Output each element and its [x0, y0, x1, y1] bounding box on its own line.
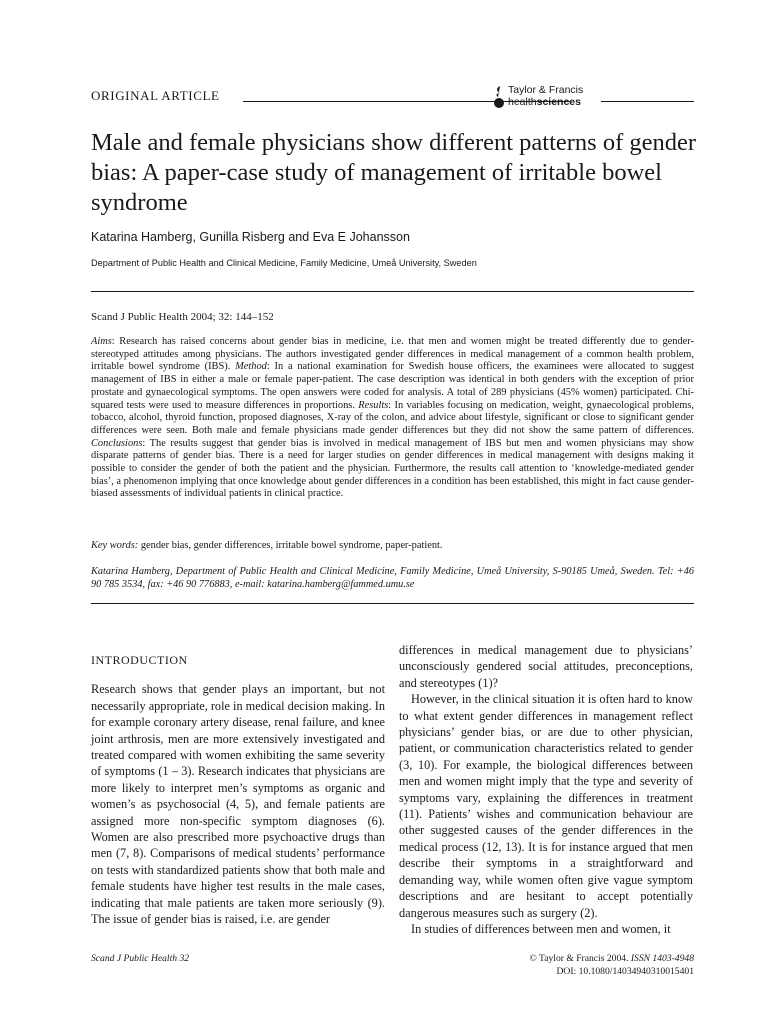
footer-doi: DOI: 10.1080/14034940310015401 — [556, 965, 694, 977]
footer-copyright: © Taylor & Francis 2004. — [529, 953, 629, 964]
key-words-text: gender bias, gender differences, irritable bowel syndrome, paper-patient. — [138, 540, 443, 551]
correspondence-address: Katarina Hamberg, Department of Public Health and Clinical Medicine, Family Medicine, Umeå University, S-90185 Umeå, Sweden. Tel: +46 90 785 3534, fax: +46 90 776883, e-mail: katarina.hamberg@fammed.umu.se — [91, 566, 694, 591]
journal-citation: Scand J Public Health 2004; 32: 144–152 — [91, 311, 274, 323]
abstract-results: : In variables focusing on medication, weight, gynaecological problems, tobacco, alcohol, thyroid function, proposed diagnoses, X-ray of the colon, and advice about lifestyle, significant or close to significant gender differences were seen. Both male and female physicians made gender differences but they did not show the same pattern of differences. — [91, 399, 694, 436]
abstract-method: : In a national examination for Swedish house officers, the examinees were allocated to suggest management of IBS in either a male or female paper-patient. The case description was identical in both genders with the exception of prior prostate and gynaecological symptoms. The open answers were coded for analysis. A total of 289 physicians (45% women) participated. Chi-squared tests were used to measure differences in proportions. — [91, 361, 694, 411]
abstract-conclusions: : The results suggest that gender bias is involved in medical management of IBS but men and women physicians may show disparate patterns of gender bias. There is a need for larger studies on gender differences in medical management with designs making it possible to consider the gender of both the patient and the physician. Furthermore, the results call attention to ‘knowledge-mediated gender bias’, a phenomenon implying that once knowledge about gender differences in a condition has been established, this might in fact cause gender-biased assessments of individual patients in clinical practice. — [91, 437, 694, 500]
body-paragraph: differences in medical management due to physicians’ unconsciously gendered social attitudes, preconceptions, and stereotypes (1)? — [399, 643, 693, 690]
abstract-results-label: Results — [358, 399, 389, 411]
article-title: Male and female physicians show different patterns of gender bias: A paper-case study of management of irritable bowel syndrome — [91, 129, 697, 216]
body-paragraph: Research shows that gender plays an important, but not necessarily appropriate, role in medical decision making. In for example coronary artery disease, renal failure, and knee joint arthrosis, men are more extensively investigated and treated compared with women exhibiting the same severity of symptoms (1 – 3). Research indicates that physicians are more likely to interpret men’s symptoms as organic and women’s as psychosocial (4, 5), and female patients are assigned more non-specific symptom diagnoses (6). Women are also prescribed more psychoactive drugs than men (7, 8). Comparisons of medical students’ performance on tests with standardized patients show that both male and female students have higher test results in the male cases, indicating that male patients are taken more seriously (9). The issue of gender bias is raised, i.e. are gender — [91, 682, 385, 927]
publisher-name: Taylor & Francis — [508, 84, 584, 96]
article-authors: Katarina Hamberg, Gunilla Risberg and Eva E Johansson — [91, 230, 410, 244]
footer-publication-info — [530, 953, 694, 978]
abstract-method-label: Method — [235, 361, 267, 373]
divider — [91, 291, 694, 292]
section-heading-introduction: INTRODUCTION — [91, 653, 188, 667]
abstract-aims-label: Aims — [91, 336, 112, 347]
divider — [91, 603, 694, 604]
body-paragraph: However, in the clinical situation it is often hard to know to what extent gender differences in management reflect physicians’ gender bias, or are due to other physician, patient, or communication characteristics related to gender (3, 10). For example, the biological differences between men and women might imply that the type and severity of symptoms vary, explaining the differences in treatment (11). Patients’ wishes and communication behaviour are other suggested causes of the gender differences in the medical process (12, 13). It is for instance argued that men describe their symptoms in a straightforward and demanding way, while women often give vague symptom descriptions and are hesitant to accept potentially dangerous measures such as surgery (2). — [399, 692, 693, 920]
abstract — [91, 336, 694, 501]
publisher-logo-icon — [493, 85, 505, 109]
author-affiliation: Department of Public Health and Clinical Medicine, Family Medicine, Umeå University, Sweden — [91, 258, 477, 268]
publisher-imprint: healthsciences — [508, 96, 581, 108]
abstract-aims: : Research has raised concerns about gender bias in medicine, i.e. that men and women might be treated differently due to gender-stereotyped attitudes among physicians. The authors investigated gender differences in medical management of a common health problem, irritable bowel syndrome (IBS). — [91, 336, 694, 373]
key-words — [91, 540, 694, 553]
section-label: ORIGINAL ARTICLE — [91, 88, 220, 103]
body-column-left — [91, 652, 385, 928]
key-words-label: Key words: — [91, 540, 139, 551]
footer-issn: ISSN 1403-4948 — [630, 953, 694, 964]
footer-journal: Scand J Public Health 32 — [91, 953, 190, 964]
header-rule-right — [601, 101, 694, 102]
page-header — [91, 86, 694, 110]
body-paragraph: In studies of differences between men and women, it — [411, 921, 671, 936]
publisher-logo — [493, 84, 603, 110]
abstract-conclusions-label: Conclusions — [91, 437, 143, 449]
body-column-right — [399, 642, 693, 937]
